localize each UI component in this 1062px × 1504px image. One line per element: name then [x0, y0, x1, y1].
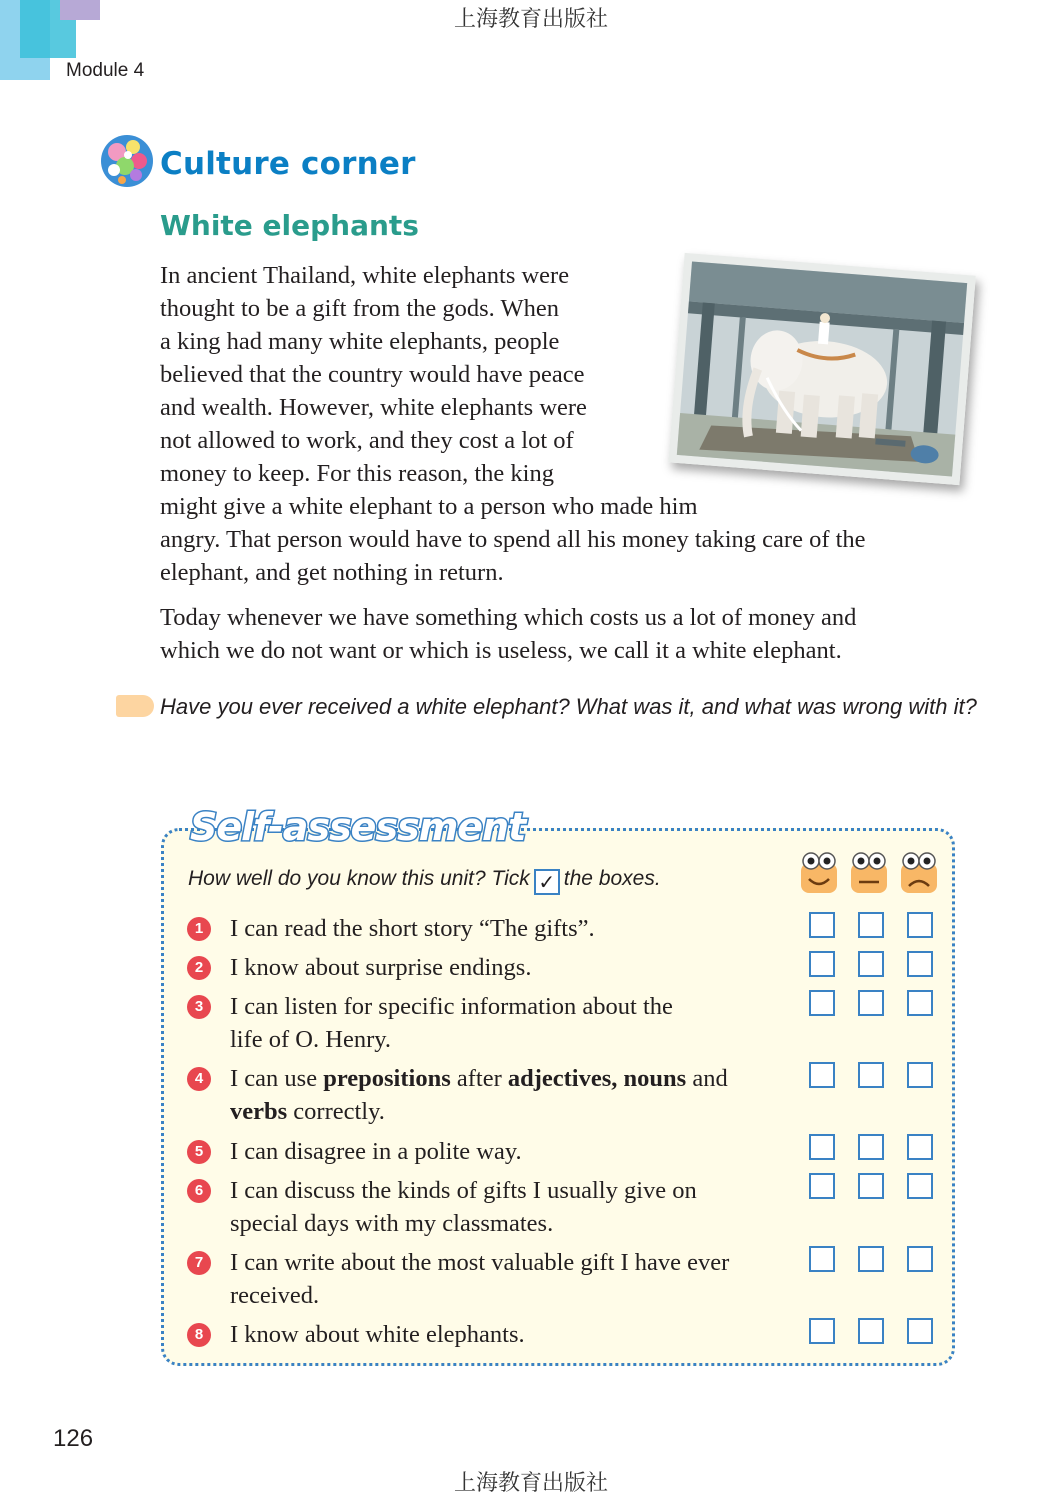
checkbox-confident[interactable]	[809, 990, 835, 1016]
item-number-badge: 2	[187, 956, 211, 980]
page-number: 126	[53, 1425, 94, 1452]
checkbox-unsure[interactable]	[858, 951, 884, 977]
paragraph-line: thought to be a gift from the gods. When	[160, 295, 559, 322]
self-assessment-title-text: Self-assessment	[190, 805, 526, 849]
instruction-text: the boxes.	[563, 867, 661, 890]
article-paragraph-2	[160, 601, 856, 667]
culture-corner-title: Culture corner	[160, 146, 416, 182]
checkbox-confident[interactable]	[809, 1318, 835, 1344]
checkbox-unsure[interactable]	[858, 1173, 884, 1199]
item-text-line: I know about surprise endings.	[230, 954, 532, 981]
checkbox-confident[interactable]	[809, 1134, 835, 1160]
paragraph-line: money to keep. For this reason, the king	[160, 460, 554, 487]
item-text-line: I can read the short story “The gifts”.	[230, 915, 595, 942]
item-text-line: I know about white elephants.	[230, 1321, 525, 1348]
article-title: White elephants	[160, 209, 419, 242]
assessment-item-1	[230, 912, 595, 945]
item-text-line: received.	[230, 1282, 320, 1309]
paragraph-line: which we do not want or which is useless, we call it a white elephant.	[160, 637, 842, 664]
checkbox-confident[interactable]	[809, 951, 835, 977]
assessment-item-8	[230, 1318, 525, 1351]
instruction-text: How well do you know this unit? Tick	[188, 867, 530, 890]
item-number-badge: 3	[187, 995, 211, 1019]
item-number-badge: 7	[187, 1251, 211, 1275]
assessment-item-6	[230, 1174, 697, 1240]
item-number-badge: 6	[187, 1179, 211, 1203]
checkbox-unsure[interactable]	[858, 912, 884, 938]
paragraph-line: In ancient Thailand, white elephants were	[160, 262, 570, 289]
item-text-line: I can discuss the kinds of gifts I usually give on	[230, 1177, 697, 1204]
paragraph-line: elephant, and get nothing in return.	[160, 559, 504, 586]
item-text-part: and	[692, 1065, 728, 1092]
paragraph-line: might give a white elephant to a person who made him	[160, 493, 698, 520]
checkbox-unsure[interactable]	[858, 1246, 884, 1272]
self-assessment-instruction	[188, 867, 661, 895]
checkbox-not-confident[interactable]	[907, 1173, 933, 1199]
paragraph-line: angry. That person would have to spend all his money taking care of the	[160, 526, 866, 553]
checkbox-not-confident[interactable]	[907, 1062, 933, 1088]
item-number-badge: 1	[187, 917, 211, 941]
grammar-term: adjectives,	[507, 1065, 618, 1092]
checkbox-not-confident[interactable]	[907, 951, 933, 977]
happy-face-icon	[800, 851, 838, 895]
assessment-item-4	[230, 1062, 728, 1128]
checkbox-unsure[interactable]	[858, 1062, 884, 1088]
assessment-item-7	[230, 1246, 729, 1312]
item-number-badge: 8	[187, 1323, 211, 1347]
discussion-question: Have you ever received a white elephant? What was it, and what was wrong with it?	[160, 694, 977, 719]
checkbox-confident[interactable]	[809, 1062, 835, 1088]
checkbox-not-confident[interactable]	[907, 990, 933, 1016]
checkbox-confident[interactable]	[809, 1173, 835, 1199]
item-text-part: correctly.	[293, 1098, 385, 1125]
item-text-part: after	[456, 1065, 502, 1092]
checkbox-not-confident[interactable]	[907, 1134, 933, 1160]
item-number-badge: 5	[187, 1140, 211, 1164]
publisher-name-bottom: 上海教育出版社	[453, 1471, 608, 1496]
item-text-line: I can listen for specific information about the	[230, 993, 673, 1020]
publisher-name-top: 上海教育出版社	[453, 7, 608, 32]
assessment-item-5	[230, 1135, 522, 1168]
paragraph-line: not allowed to work, and they cost a lot of	[160, 427, 574, 454]
paragraph-line: Today whenever we have something which costs us a lot of money and	[160, 604, 857, 631]
item-text-line: I can write about the most valuable gift I have ever	[230, 1249, 730, 1276]
item-text-line: life of O. Henry.	[230, 1026, 392, 1053]
grammar-term: verbs	[230, 1098, 288, 1125]
item-text-part: I can use	[230, 1065, 318, 1092]
checkbox-confident[interactable]	[809, 912, 835, 938]
checkbox-not-confident[interactable]	[907, 912, 933, 938]
paragraph-line: and wealth. However, white elephants were	[160, 394, 587, 421]
paragraph-line: believed that the country would have peace	[160, 361, 585, 388]
item-text-line: special days with my classmates.	[230, 1210, 554, 1237]
self-assessment-title	[186, 800, 526, 856]
white-elephant-illustration	[668, 253, 976, 485]
culture-corner-icon	[100, 134, 154, 188]
checkbox-not-confident[interactable]	[907, 1246, 933, 1272]
checkbox-confident[interactable]	[809, 1246, 835, 1272]
item-number-badge: 4	[187, 1067, 211, 1091]
checkbox-unsure[interactable]	[858, 1318, 884, 1344]
assessment-item-3	[230, 990, 673, 1056]
neutral-face-icon	[850, 851, 888, 895]
paragraph-line: a king had many white elephants, people	[160, 328, 560, 355]
grammar-term: nouns	[623, 1065, 687, 1092]
tick-sample-box: ✓	[534, 869, 560, 895]
checkbox-unsure[interactable]	[858, 1134, 884, 1160]
assessment-item-2	[230, 951, 531, 984]
checkbox-not-confident[interactable]	[907, 1318, 933, 1344]
checkbox-unsure[interactable]	[858, 990, 884, 1016]
module-label: Module 4	[66, 60, 145, 81]
question-marker	[116, 695, 154, 717]
item-text-line	[230, 1095, 728, 1128]
sad-face-icon	[900, 851, 938, 895]
item-text-line: I can disagree in a polite way.	[230, 1138, 522, 1165]
grammar-term: prepositions	[323, 1065, 451, 1092]
item-text-line	[230, 1062, 728, 1095]
